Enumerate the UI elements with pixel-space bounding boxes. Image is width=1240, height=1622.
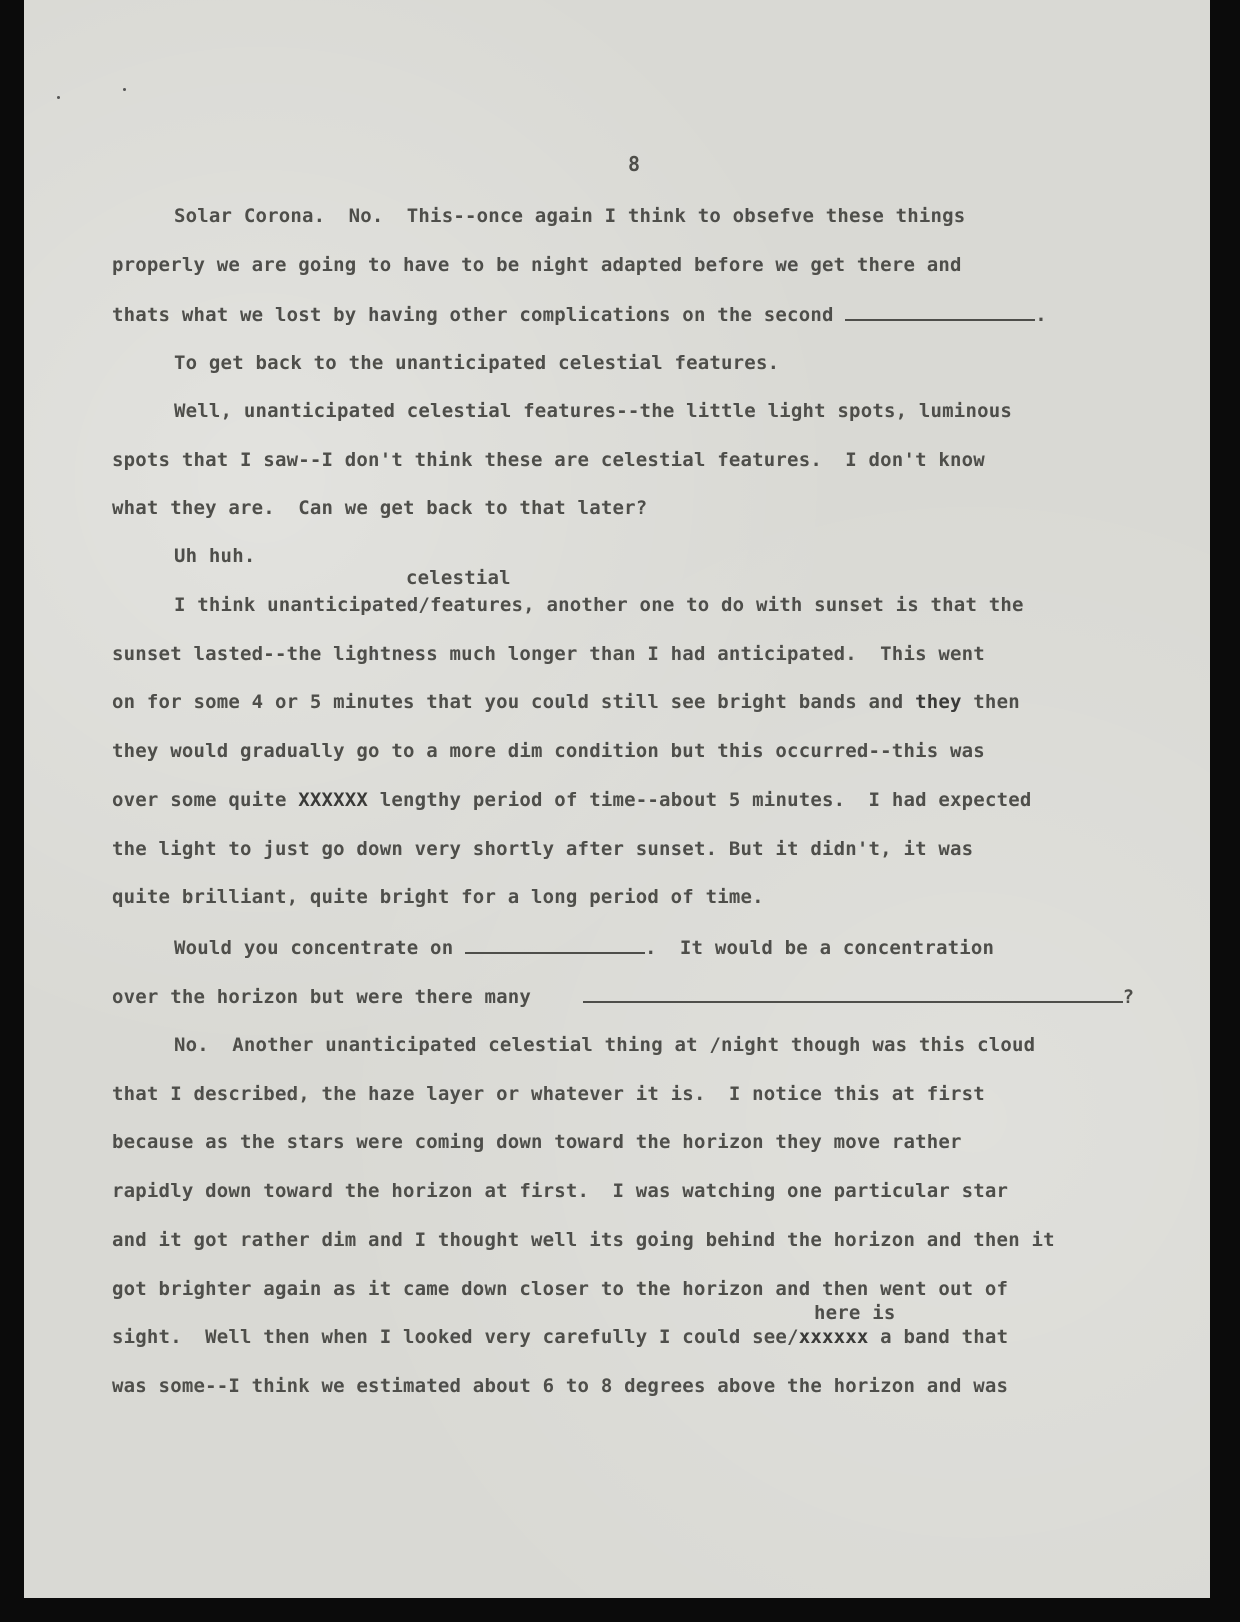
struck-word: xxxxxx bbox=[798, 1326, 869, 1348]
blank-field bbox=[845, 303, 1035, 321]
text-line-10: sunset lasted--the lightness much longer than I had anticipated. This went bbox=[112, 643, 985, 665]
text-line-13: over some quite XXXXXX lengthy period of time--about 5 minutes. I had expected bbox=[112, 789, 1032, 811]
text-line-24: sight. Well then when I looked very carefully I could see/xxxxxx a band that bbox=[112, 1326, 1009, 1348]
text-line-7: what they are. Can we get back to that later? bbox=[112, 497, 648, 519]
text-line-16: Would you concentrate on . It would be a concentration bbox=[174, 937, 995, 959]
blank-field bbox=[465, 936, 645, 954]
text-line-17: over the horizon but were there many ? bbox=[112, 986, 1135, 1008]
text-line-20: because as the stars were coming down toward the horizon they move rather bbox=[112, 1131, 962, 1153]
text-line-15: quite brilliant, quite bright for a long period of time. bbox=[112, 886, 764, 908]
text-line-19: that I described, the haze layer or whatever it is. I notice this at first bbox=[112, 1083, 985, 1105]
struck-word: XXXXXX bbox=[298, 789, 369, 811]
text-line-22: and it got rather dim and I thought well its going behind the horizon and then it bbox=[112, 1229, 1055, 1251]
text-line-8: Uh huh. bbox=[174, 545, 256, 567]
text-line-23: got brighter again as it came down closer to the horizon and then went out of bbox=[112, 1278, 1009, 1300]
struck-word: they bbox=[915, 691, 962, 713]
text-line-3: thats what we lost by having other complications on the second . bbox=[112, 304, 1047, 326]
text-line-14: the light to just go down very shortly after sunset. But it didn't, it was bbox=[112, 838, 974, 860]
text-line-11: on for some 4 or 5 minutes that you could still see bright bands and they then bbox=[112, 691, 1020, 713]
page-number: 8 bbox=[628, 152, 641, 176]
text-line-25: was some--I think we estimated about 6 to 8 degrees above the horizon and was bbox=[112, 1375, 1009, 1397]
text-line-12: they would gradually go to a more dim condition but this occurred--this was bbox=[112, 740, 985, 762]
text-line-6: spots that I saw--I don't think these are celestial features. I don't know bbox=[112, 449, 985, 471]
document-page bbox=[24, 0, 1210, 1598]
text-line-1: Solar Corona. No. This--once again I think to obsefve these things bbox=[174, 205, 966, 227]
text-line-4: To get back to the unanticipated celestial features. bbox=[174, 352, 780, 374]
text-line-21: rapidly down toward the horizon at first. I was watching one particular star bbox=[112, 1180, 1009, 1202]
blank-field bbox=[583, 985, 1123, 1003]
text-line-9: I think unanticipated/features, another one to do with sunset is that the bbox=[174, 594, 1024, 616]
interlinear-insert: celestial bbox=[406, 567, 511, 589]
text-line-5: Well, unanticipated celestial features--the little light spots, luminous bbox=[174, 400, 1013, 422]
text-line-2: properly we are going to have to be night adapted before we get there and bbox=[112, 254, 962, 276]
speck-mark bbox=[57, 96, 60, 99]
text-line-18: No. Another unanticipated celestial thing at /night though was this cloud bbox=[174, 1034, 1036, 1056]
speck-mark bbox=[123, 88, 126, 91]
interlinear-insert: here is bbox=[814, 1302, 896, 1324]
